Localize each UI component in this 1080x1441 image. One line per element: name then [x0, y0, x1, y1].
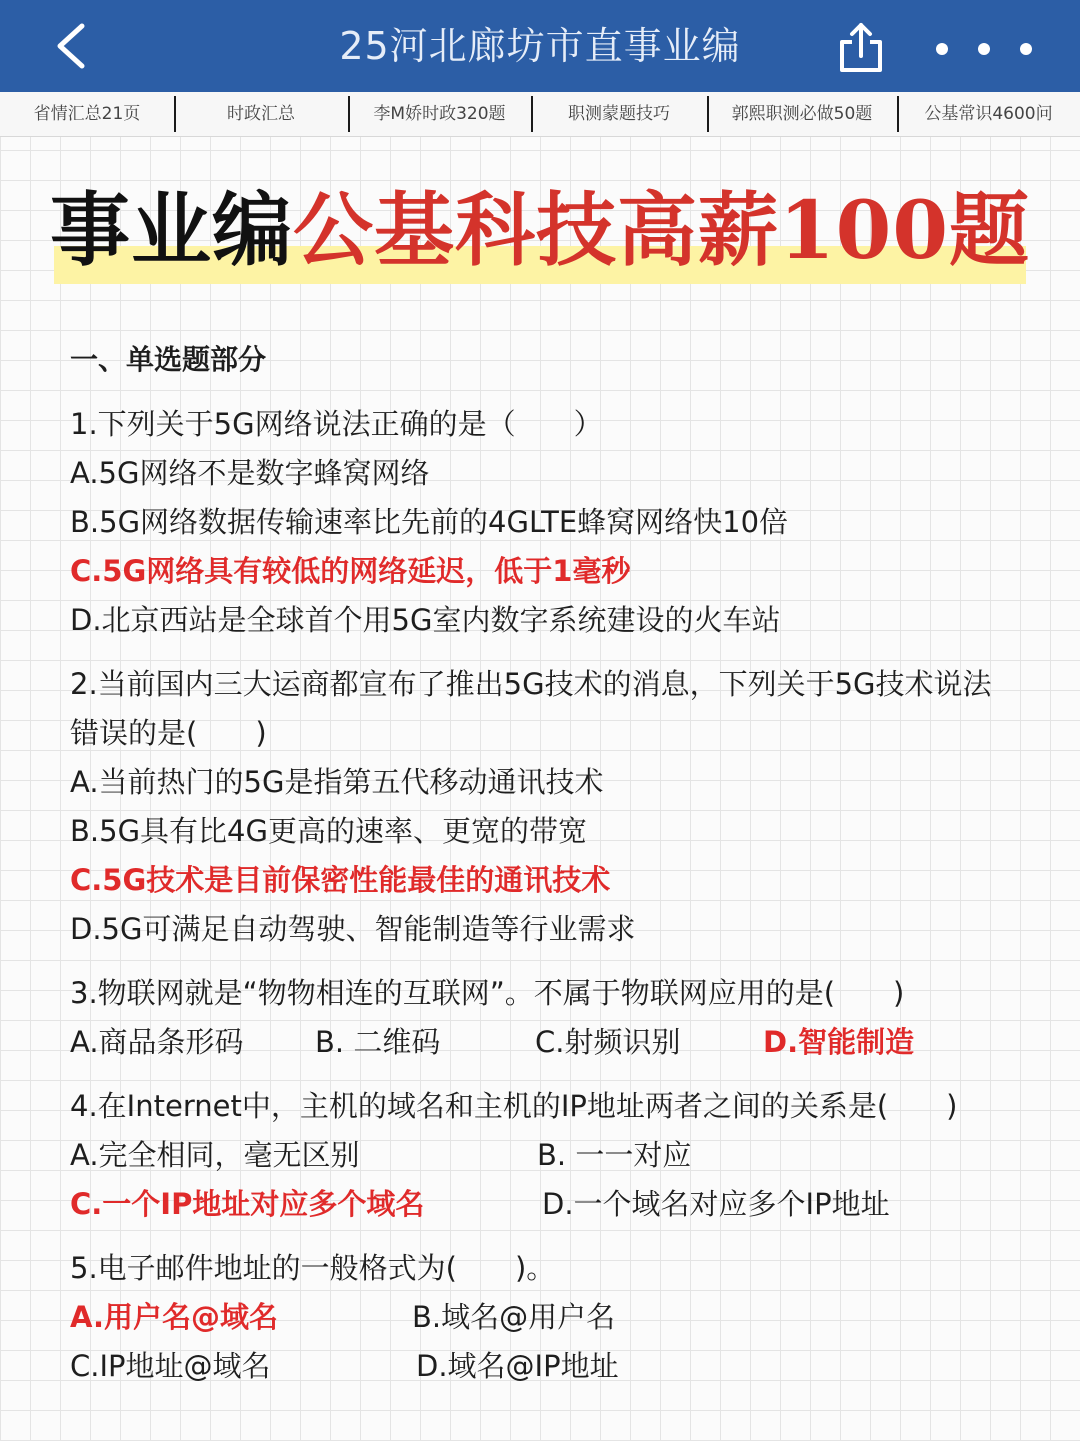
tab-current-affairs[interactable]: 时政汇总 [174, 92, 348, 136]
option-c: C.射频识别 [535, 1025, 681, 1059]
tab-common-knowledge-4600[interactable]: 公基常识4600问 [897, 92, 1080, 136]
headline-black: 事业编 [50, 183, 293, 277]
tab-current-affairs-320[interactable]: 李M娇时政320题 [348, 92, 531, 136]
tab-must-do-50[interactable]: 郭熙职测必做50题 [707, 92, 897, 136]
option-c-answer: C.5G技术是目前保密性能最佳的通讯技术 [70, 863, 611, 897]
question-stem: 1.下列关于5G网络说法正确的是（ ） [70, 407, 603, 441]
option-b: B.域名@用户名 [412, 1300, 616, 1334]
option-a: A.当前热门的5G是指第五代移动通讯技术 [70, 765, 604, 799]
section-title: 一、单选题部分 [70, 343, 267, 376]
question-3 [70, 969, 1030, 1067]
option-b: B.5G网络数据传输速率比先前的4GLTE蜂窝网络快10倍 [70, 505, 789, 539]
question-list [70, 336, 1030, 1406]
option-c-answer: C.5G网络具有较低的网络延迟，低于1毫秒 [70, 554, 631, 588]
option-d-answer: D.智能制造 [763, 1025, 915, 1059]
option-d: D.5G可满足自动驾驶、智能制造等行业需求 [70, 912, 636, 946]
tab-province-summary[interactable]: 省情汇总21页 [33, 104, 141, 124]
options-row [70, 1342, 1030, 1391]
headline-red: 公基科技高薪100题 [293, 183, 1030, 277]
question-stem: 4.在Internet中，主机的域名和主机的IP地址两者之间的关系是( ) [70, 1089, 958, 1123]
option-a-answer: A.用户名@域名 [70, 1300, 278, 1334]
question-1 [70, 400, 1030, 645]
question-stem: 5.电子邮件地址的一般格式为( )。 [70, 1251, 556, 1285]
tab-guessing-tips[interactable]: 职测蒙题技巧 [531, 92, 707, 136]
option-a: A.5G网络不是数字蜂窝网络 [70, 456, 430, 490]
options-row [70, 1131, 1030, 1180]
app-bar [0, 0, 1080, 92]
more-options-icon[interactable] [930, 38, 1038, 60]
option-b: B.5G具有比4G更高的速率、更宽的带宽 [70, 814, 587, 848]
options-row [70, 1180, 1030, 1229]
option-d: D.域名@IP地址 [416, 1349, 619, 1383]
option-b: B. 二维码 [315, 1025, 441, 1059]
question-stem: 3.物联网就是“物物相连的互联网”。不属于物联网应用的是( ) [70, 976, 905, 1010]
option-a: A.商品条形码 [70, 1025, 244, 1059]
question-stem: 2.当前国内三大运商都宣布了推出5G技术的消息，下列关于5G技术说法错误的是( ) [70, 667, 992, 750]
question-4 [70, 1082, 1030, 1229]
question-2 [70, 660, 1030, 954]
option-d: D.一个域名对应多个IP地址 [542, 1187, 890, 1221]
option-b: B. 一一对应 [537, 1138, 692, 1172]
option-a: A.完全相同，毫无区别 [70, 1138, 360, 1172]
headline [0, 178, 1080, 282]
share-icon[interactable] [836, 20, 886, 74]
tab-strip [0, 92, 1080, 137]
headline-text [50, 178, 1030, 282]
option-d: D.北京西站是全球首个用5G室内数字系统建设的火车站 [70, 603, 781, 637]
options-row [70, 1018, 1030, 1067]
option-c-answer: C.一个IP地址对应多个域名 [70, 1187, 425, 1221]
options-row [70, 1293, 1030, 1342]
option-c: C.IP地址@域名 [70, 1349, 271, 1383]
question-5 [70, 1244, 1030, 1391]
page-title: 25河北廊坊市直事业编 [339, 24, 741, 68]
back-arrow-icon[interactable] [50, 22, 94, 70]
